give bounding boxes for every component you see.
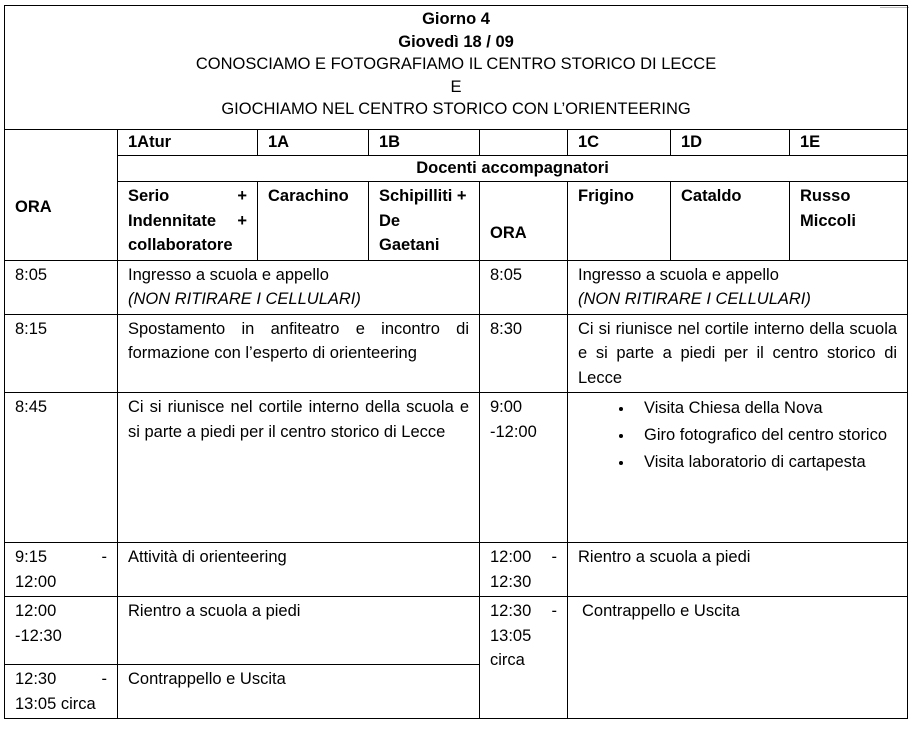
class-1b: 1B xyxy=(369,130,480,156)
left-time-0915: 9:15 - 12:00 xyxy=(5,543,118,597)
teachers-1a: Carachino xyxy=(258,182,369,261)
right-activity-visits xyxy=(568,393,908,543)
right-time-1230: 12:30 - 13:05 circa xyxy=(480,597,568,719)
left-activity-0805: Ingresso a scuola e appello (NON RITIRARE I CELLULARI) xyxy=(118,260,480,314)
teachers-label: Docenti accompagnatori xyxy=(118,156,908,182)
left-activity-exit: Contrappello e Uscita xyxy=(118,665,480,719)
class-1c: 1C xyxy=(568,130,671,156)
left-activity-0845: Ci si riunisce nel cortile interno della scuola e si parte a piedi per il centro storico di Lecce xyxy=(118,393,480,543)
ora-header-left: ORA xyxy=(5,130,118,261)
activity-title-1: CONOSCIAMO E FOTOGRAFIAMO IL CENTRO STORICO DI LECCE xyxy=(195,55,717,73)
class-1d: 1D xyxy=(671,130,790,156)
left-activity-orienteering: Attività di orienteering xyxy=(118,543,480,597)
right-time-0805: 8:05 xyxy=(480,260,568,314)
visit-list xyxy=(578,395,897,476)
date-title: Giovedì 18 / 09 xyxy=(398,32,514,51)
left-activity-0815: Spostamento in anfiteatro e incontro di formazione con l’esperto di orienteering xyxy=(118,314,480,393)
right-time-1200: 12:00 - 12:30 xyxy=(480,543,568,597)
teachers-1e: Russo Miccoli xyxy=(790,182,908,261)
teachers-1b: Schipilliti + De Gaetani xyxy=(369,182,480,261)
class-1atur: 1Atur xyxy=(118,130,258,156)
class-1e: 1E xyxy=(790,130,908,156)
visit-item: • Giro fotografico del centro storico xyxy=(634,422,897,449)
right-activity-0805: Ingresso a scuola e appello (NON RITIRARE I CELLULARI) xyxy=(568,260,908,314)
right-time-0830: 8:30 xyxy=(480,314,568,393)
left-time-1230: 12:30 - 13:05 circa xyxy=(5,665,118,719)
left-time-0845: 8:45 xyxy=(5,393,118,543)
teachers-1c: Frigino xyxy=(568,182,671,261)
left-time-0815: 8:15 xyxy=(5,314,118,393)
left-time-0805: 8:05 xyxy=(5,260,118,314)
title-block xyxy=(5,6,908,130)
schedule-document xyxy=(4,5,908,719)
left-activity-return: Rientro a scuola a piedi xyxy=(118,597,480,665)
empty-class-cell xyxy=(480,130,568,156)
class-1a: 1A xyxy=(258,130,369,156)
right-time-0900: 9:00 -12:00 xyxy=(480,393,568,543)
schedule-table xyxy=(4,5,908,719)
activity-connector: E xyxy=(450,77,462,96)
visit-item: • Visita laboratorio di cartapesta xyxy=(634,449,897,476)
right-activity-exit: Contrappello e Uscita xyxy=(568,597,908,719)
right-activity-0830: Ci si riunisce nel cortile interno della scuola e si parte a piedi per il centro storico di Lecce xyxy=(568,314,908,393)
teachers-1atur: Serio + Indennitate + collaboratore xyxy=(118,182,258,261)
right-activity-return: Rientro a scuola a piedi xyxy=(568,543,908,597)
visit-item: • Visita Chiesa della Nova xyxy=(634,395,897,422)
activity-title-2: GIOCHIAMO NEL CENTRO STORICO CON L’ORIENTEERING xyxy=(221,100,691,118)
day-title: Giorno 4 xyxy=(422,10,490,28)
ora-header-right: ORA xyxy=(480,182,568,261)
teachers-1d: Cataldo xyxy=(671,182,790,261)
left-time-1200: 12:00 -12:30 xyxy=(5,597,118,665)
